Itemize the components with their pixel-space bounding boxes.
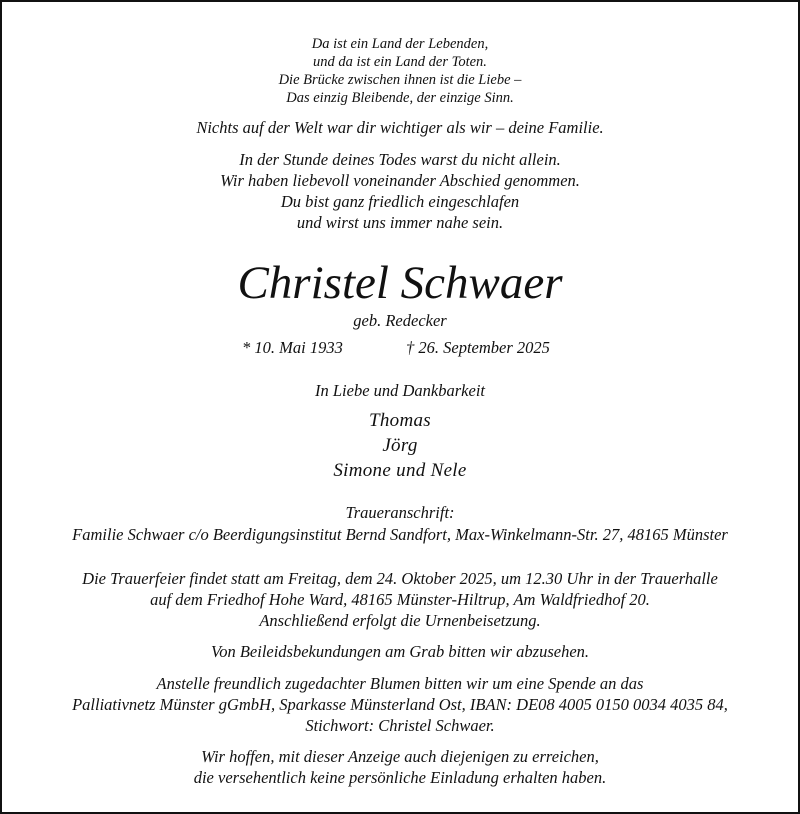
closing-line: Wir hoffen, mit dieser Anzeige auch diejenigen zu erreichen, [201, 747, 599, 766]
mourners-intro: In Liebe und Dankbarkeit [314, 381, 485, 400]
address-label: Traueranschrift: [345, 503, 455, 522]
poem-line: und da ist ein Land der Toten. [313, 54, 487, 70]
life-dates [2, 340, 798, 360]
verse-line: Wir haben liebevoll voneinander Abschied genommen. [220, 171, 580, 190]
mourner-name: Simone und Nele [333, 460, 467, 481]
verse-line: und wirst uns immer nahe sein. [296, 213, 504, 232]
ceremony-line: auf dem Friedhof Hohe Ward, 48165 Münster-Hiltrup, Am Waldfriedhof 20. [150, 590, 650, 609]
donation-line: Anstelle freundlich zugedachter Blumen bitten wir um eine Spende an das [156, 674, 644, 693]
mourner-name: Jörg [382, 435, 418, 456]
ceremony-line: Die Trauerfeier findet statt am Freitag, dem 24. Oktober 2025, um 12.30 Uhr in der Trauerhalle [82, 569, 718, 588]
poem-line: Die Brücke zwischen ihnen ist die Liebe – [278, 72, 522, 88]
poem-line: Das einzig Bleibende, der einzige Sinn. [286, 90, 514, 106]
deceased-name: Christel Schwaer [237, 257, 563, 309]
ceremony-line: Anschließend erfolgt die Urnenbeisetzung. [259, 611, 541, 630]
donation-line: Palliativnetz Münster gGmbH, Sparkasse Münsterland Ost, IBAN: DE08 4005 0150 0034 4035 84, [72, 695, 728, 714]
mourner-name: Thomas [369, 410, 431, 431]
verse-line: In der Stunde deines Todes warst du nicht allein. [239, 150, 561, 169]
address-text: Familie Schwaer c/o Beerdigungsinstitut Bernd Sandfort, Max-Winkelmann-Str. 27, 48165 Münster [72, 525, 728, 544]
verse-line: Du bist ganz friedlich eingeschlafen [280, 192, 520, 211]
family-line: Nichts auf der Welt war dir wichtiger als wir – deine Familie. [196, 118, 604, 137]
condolence-note: Von Beileidsbekundungen am Grab bitten wir abzusehen. [210, 642, 590, 661]
donation-line: Stichwort: Christel Schwaer. [305, 716, 495, 735]
birth-name: geb. Redecker [353, 311, 447, 330]
birth-date: * 10. Mai 1933 [242, 338, 343, 357]
closing-line: die versehentlich keine persönliche Einladung erhalten haben. [193, 768, 607, 787]
poem-line: Da ist ein Land der Lebenden, [311, 36, 489, 52]
death-date: † 26. September 2025 [406, 338, 550, 357]
